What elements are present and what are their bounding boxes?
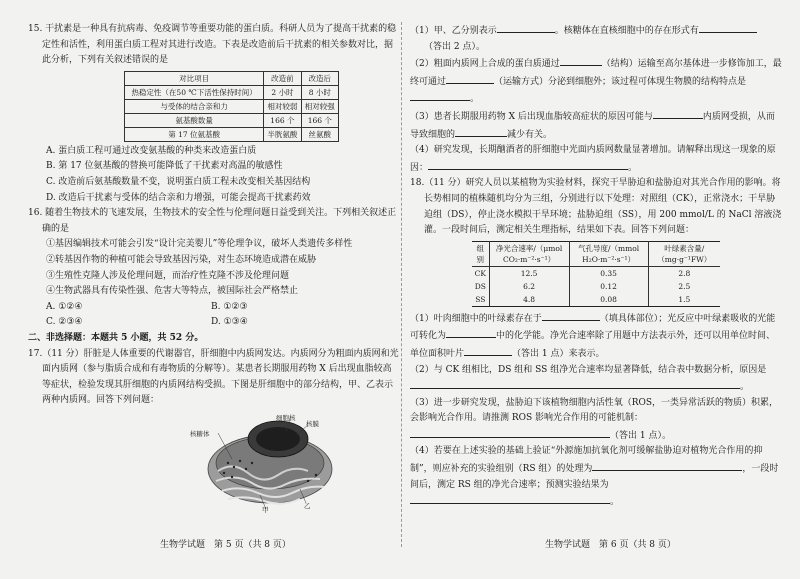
q15-th-2: 改造后: [301, 71, 338, 85]
answer-blank[interactable]: [428, 159, 628, 170]
q15-cell: 丝氨酸: [301, 127, 338, 141]
q18-part-1: [410, 310, 782, 363]
q17-part-2: [410, 55, 782, 108]
q16-options-row1: [28, 300, 400, 316]
q18-th-3: 叶绿素含量/（mg·g⁻¹FW）: [648, 241, 720, 266]
q18-cell: 4.8: [489, 293, 569, 307]
q17-3-text-b: 内质网受损，从而导致细胞的: [410, 111, 775, 140]
q15-cell: 166 个: [301, 113, 338, 127]
q18-1-text-b: （填具体部位）；光反应中叶绿素吸收的光能可转化为: [410, 313, 776, 342]
answer-blank[interactable]: [446, 73, 494, 84]
q17-part-4: [410, 143, 782, 176]
q18-4-text-b: ，一段时间后，测定 RS 组的净光合速率；预测实验结果为: [410, 464, 779, 490]
q17-2-text-c: （运输方式）分泌到细胞外；该过程可体现生物膜的结构特点是: [494, 76, 747, 87]
q18-2-text-b: 。: [740, 382, 750, 393]
footer-right: 生物学试题 第 6 页（共 8 页）: [545, 540, 676, 550]
left-page: [28, 22, 400, 514]
q15-cell: 第 17 位氨基酸: [125, 127, 264, 141]
q18-cell: 0.08: [569, 293, 648, 307]
label-yi: 乙: [304, 501, 311, 510]
q18-cell: 6.2: [489, 280, 569, 293]
q16-option-a: A. ①②④: [46, 301, 83, 312]
q18-1-text-d: （答出 1 点）来表示。: [512, 348, 605, 359]
section-heading: 二、非选择题：本题共 5 小题，共 52 分。: [28, 332, 204, 343]
q17-1-text-c: （答出 2 点）。: [424, 41, 485, 52]
answer-blank[interactable]: [410, 427, 610, 438]
q16-item-3: ③生殖性克隆人涉及伦理问题，而治疗性克隆不涉及伦理问题: [46, 270, 290, 281]
q15-option-d: D. 改造后干扰素与受体的结合亲和力增强，可能会提高干扰素药效: [46, 192, 311, 203]
label-jia: 甲: [262, 505, 269, 514]
q18-1-text-c: 中的化学能。净光合速率除了用题中方法表示外，还可以用单位时间、单位面积叶片: [410, 331, 776, 359]
q17-part-1: [410, 22, 782, 55]
right-page: [410, 22, 782, 511]
q15-option-c: C. 改造前后氨基酸数量不变，说明蛋白质工程未改变相关基因结构: [46, 176, 311, 187]
answer-blank[interactable]: [410, 493, 610, 504]
q18-stem: 18.（11 分）研究人员以某植物为实验材料，探究干旱胁迫和盐胁迫对其光合作用的影响。将长势相同的植株随机均分为三组，分别进行以下处理：对照组（CK），正常浇水；干旱胁迫组（DS），停止浇水模拟干旱环境；盐胁迫组（SS），用 200 mmol/L 的 NaCl 溶液浇灌。一段时间后，测定相关生理指标，结果如下表。回答下列问题：: [410, 178, 782, 236]
answer-blank[interactable]: [560, 55, 602, 66]
answer-blank[interactable]: [455, 126, 507, 137]
q17-1-text-a: （1）甲、乙分别表示: [410, 26, 497, 36]
q15-cell: 2 小时: [264, 85, 301, 99]
q17-2-text-a: （2）粗面内质网上合成的蛋白质通过: [410, 59, 560, 70]
q18-2-text-a: （2）与 CK 组相比，DS 组和 SS 组净光合速率均显著降低，结合表中数据分析，原因是: [410, 364, 767, 375]
q15-option-a: A. 蛋白质工程可通过改变氨基酸的种类来改造蛋白质: [46, 145, 257, 156]
q18-table: [472, 241, 720, 307]
answer-blank[interactable]: [446, 327, 496, 338]
q18-cell: 12.5: [489, 266, 569, 280]
q15-cell: 热稳定性（在50 ℃下活性保持时间）: [125, 85, 264, 99]
q16-option-c: C. ②③④: [46, 317, 83, 328]
page-divider: [401, 22, 402, 547]
q17-2-text-b: （结构）运输至高尔基体进一步修饰加工，最终可通过: [410, 59, 782, 87]
q15-cell: 相对较强: [301, 99, 338, 113]
q16-option-d: D. ①③④: [211, 317, 248, 328]
answer-blank[interactable]: [699, 22, 757, 33]
q15-table: [124, 71, 339, 142]
q18-th-2: 气孔导度/（mmol H₂O·m⁻²·s⁻¹）: [569, 241, 648, 266]
q18-cell: 0.35: [569, 266, 648, 280]
q16-stem: 16. 随着生物技术的飞速发展，生物技术的安全性与伦理问题日益受到关注。下列相关叙述正确的是: [28, 208, 397, 234]
q18-cell: 0.12: [569, 280, 648, 293]
answer-blank[interactable]: [592, 460, 742, 471]
q18-part-3: [410, 396, 782, 445]
q17-3-text-a: （3）患者长期服用药物 X 后出现血脂较高症状的原因可能与: [410, 111, 653, 122]
q17-1-text-b: 。核糖体在直核细胞中的存在形式有: [554, 26, 699, 36]
label-ribosome: 核糖体: [190, 429, 210, 438]
q18-4-text-c: 。: [610, 497, 620, 508]
q18-cell: DS: [472, 280, 489, 293]
q17-3-text-c: 减少有关。: [507, 129, 553, 140]
q15-cell: 与受体的结合亲和力: [125, 99, 264, 113]
q18-th-0: 组别: [472, 241, 489, 266]
label-nucleus: 细胞核: [276, 413, 296, 422]
q17-4-text-a: （4）研究发现，长期酗酒者的肝细胞中光面内质网数量显著增加。请解释出现这一现象的原因：: [410, 145, 776, 173]
answer-blank[interactable]: [653, 108, 703, 119]
q16-item-2: ②转基因作物的种植可能会导致基因污染，对生态环境造成潜在威胁: [46, 254, 317, 265]
q15-th-0: 对比项目: [125, 71, 264, 85]
q15-cell: 相对较弱: [264, 99, 301, 113]
q18-cell: 2.5: [648, 280, 720, 293]
q16-item-1: ①基因编辑技术可能会引发“设计完美婴儿”等伦理争议，破坏人类遗传多样性: [46, 239, 353, 250]
q15-cell: 8 小时: [301, 85, 338, 99]
label-nuclear-membrane: 核膜: [306, 419, 319, 428]
q17-part-3: [410, 108, 782, 143]
answer-blank[interactable]: [464, 345, 512, 356]
q18-3-text-a: （3）进一步研究发现，盐胁迫下该植物细胞内活性氧（ROS，一类异常活跃的物质）积累，会影响光合作用。请推测 ROS 影响光合作用的可能机制：: [410, 397, 779, 424]
q18-cell: 1.5: [648, 293, 720, 307]
q18-part-2: [410, 363, 782, 396]
answer-blank[interactable]: [410, 378, 740, 389]
q18-cell: CK: [472, 266, 489, 280]
answer-blank[interactable]: [410, 90, 470, 101]
q15-stem: 15. 干扰素是一种具有抗病毒、免疫调节等重要功能的蛋白质。科研人员为了提高干扰素的稳定性和活性，利用蛋白质工程对其进行改造。下表是改造前后干扰素的相关参数对比，据此分析，下列有关叙述错误的是: [28, 24, 397, 66]
er-figure: [188, 411, 348, 514]
q18-part-4: [410, 444, 782, 510]
q15-option-b: B. 第 17 位氨基酸的替换可能降低了干扰素对高温的敏感性: [46, 161, 283, 172]
q16-item-4: ④生物武器具有传染性强、危害大等特点，被国际社会严格禁止: [46, 286, 299, 297]
q17-2-text-d: 。: [470, 94, 480, 105]
q18-4-text-a: （4）若要在上述实验的基础上验证“外源施加抗氧化剂可缓解盐胁迫对植物光合作用的抑制”，则应补充的实验组别（RS 组）的处理为: [410, 446, 763, 475]
answer-blank[interactable]: [497, 22, 555, 33]
q17-4-text-b: 。: [628, 162, 638, 173]
q18-3-text-b: （答出 1 点）。: [610, 430, 671, 441]
q16-option-b: B. ①②③: [211, 301, 248, 312]
q15-th-1: 改造前: [264, 71, 301, 85]
er-diagram: [188, 411, 348, 511]
q18-cell: 2.8: [648, 266, 720, 280]
footer-left: 生物学试题 第 5 页（共 8 页）: [160, 540, 291, 550]
q18-th-1: 净光合速率/（μmol CO₂·m⁻²·s⁻¹）: [489, 241, 569, 266]
q18-1-text-a: （1）叶肉细胞中的叶绿素存在于: [410, 313, 542, 324]
q18-cell: SS: [472, 293, 489, 307]
answer-blank[interactable]: [542, 310, 600, 321]
q16-options-row2: [28, 315, 400, 331]
q15-cell: 氨基酸数量: [125, 113, 264, 127]
q15-cell: 半胱氨酸: [264, 127, 301, 141]
q17-stem: 17.（11 分）肝脏是人体重要的代谢器官，肝细胞中内质网发达。内质网分为粗面内质网和光面内质网（参与脂质合成和有毒物质的分解等）。某患者长期服用药物 X 后出现血脂较高等症状，检验发现其肝细胞的内质网结构受损。下图是肝细胞中的部分结构，甲、乙表示两种内质网。回答下列问题：: [28, 348, 399, 406]
q15-cell: 166 个: [264, 113, 301, 127]
